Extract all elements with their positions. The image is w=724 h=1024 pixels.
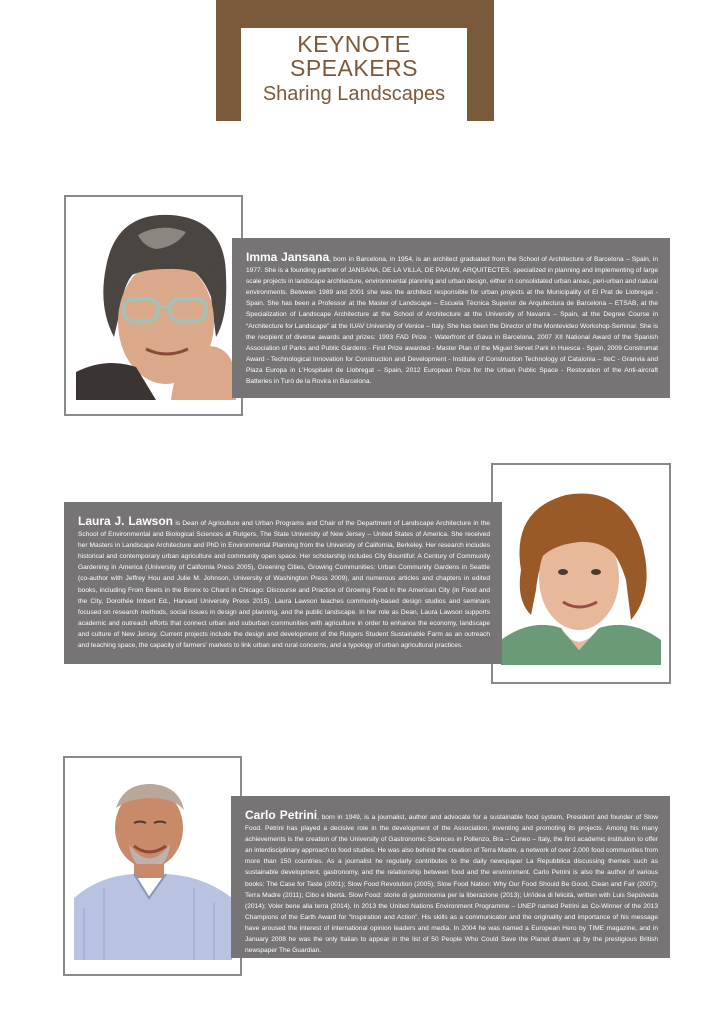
speaker-1-text: , born in Barcelona, in 1954, is an architect graduated from the School of Architecture of Barcelona – Spain, in 1977. She is a founding partner of JANSANA, DE LA VILLA, DE PAAUW, ARQUITECTES, specialized in planning and implementing of large scale projects in landscape architecture, environmental planning and urban design, either in consolidated urban areas, peri-urban and natural environments. Between 1989 and 2001 she was the architect responsible for urban projects at the Municipality of El Prat de Llobregat - Spain. She has been a Professor at the Master of Landscape – Escuela Tècnica Superior de Arquitectura de Barcelona – ETSAB, at the Specialization of Landscape Architecture at the School of Architecture at the University of Navarra – Spain, at the Degree Course in “Architecture for Landscape” at the IUAV University of Venice – Italy. She has been the Director of the Montevideo Workshop-Seminar. She is the recipient of diverse awards and prizes: 1993 FAD Prize - Waterfront of Gava in Barcelona, 2007 XII National Award of the Spanish Association of Parks and Public Gardens - First Prize awarded - Master Plan of the Miguel Servet Park in Huesca - Spain, 2009 Construmat Award - Technological Innovation for Construction and Development - Institute of Construction Technology of Catalonia – IteC - Granvia and Plaza Europa in L'Hospitalet de Llobregat – Spain, 2012 European Prize for the Urban Public Space - Restoration of the Anti-aircraft Batteries in Turó de la Rovira in Barcelona. — [246, 256, 659, 386]
speaker-2-text: is Dean of Agriculture and Urban Programs and Chair of the Department of Landscape Architecture in the School of Environmental and Biological Sciences at Rutgers, The State University of New Jersey – United States of America. She received her Masters in Landscape Architecture and PhD in Environmental Planning from the University of California, Berkeley. Her research includes historical and contemporary urban agriculture and community open space. Her scholarship includes City Bountiful: A Century of Community Gardening in America (University of California Press 2005), Greening Cities, Growing Communities: Urban Community Gardens in Seattle (co-author with Jeffrey Hou and Julie M. Johnson, University of Washington Press 2009), and numerous articles and chapters in edited books, including From Beets in the Bronx to Chard in Chicago: Discourse and Practice of Growing Food in the American City (in Food and the City, Dorothée Imbert Ed., Harvard University Press 2015). Laura Lawson teaches community-based design studios and seminars focused on research methods, social issues in design and planning, and the public landscape. In her role as Dean, Laura Lawson supports academic and outreach efforts that connect urban and suburban communities with agriculture in order to enhance the economy, landscape and culture of New Jersey. Current projects include the design and development of the Rutgers Student Sustainable Farm as an outreach and teaching space, the capacity of farmers' markets to link urban and rural concerns, and a typology of urban agricultural practices. — [78, 520, 490, 650]
title-keynote: KEYNOTE — [297, 31, 411, 57]
page-title — [241, 28, 467, 121]
speaker-3-text: , born in 1949, is a journalist, author and advocate for a sustainable food system, President and founder of Slow Food. Petrini has played a decisive role in the development of the Association, inventing and promoting its projects. Among his many achievements is the creation of the University of Gastronomic Sciences in Pollenzo, Bra – Cuneo – Italy, the first academic institution to offer an interdisciplinary approach to food studies. He was also behind the creation of Terra Madre, a network of over 2,000 food communities from more than 150 countries. As a journalist he regularly contributes to the daily newspaper La Repubblica discussing themes such as sustainable development, gastronomy, and the relationship between food and the environment. Carlo Petrini is also the author of various books: The Case for Taste (2001); Slow Food Revolution (2005); Slow Food Nation: Why Our Food Should Be Good, Clean and Fair (2007); Terra Madre (2011); Cibo e libertà. Slow Food: storie di gastronomia per la liberazione (2013); Un'idea di felicità, written with Luis Sepúlveda (2014); Voler bene alla terra (2014). In 2013 the United Nations Environment Programme – UNEP named Petrini as Co-Winner of the 2013 Champions of the Earth Award for “Inspiration and Action”. His skills as a communicator and the originality and importance of his message have aroused the interest of international opinion leaders and media. In 2004 he was named a European Hero by TIME magazine, and in January 2008 he was the only Italian to appear in the list of 50 People Who Could Save the Planet drawn up by the prestigious British newspaper The Guardian. — [245, 814, 658, 955]
title-speakers: SPEAKERS — [290, 55, 418, 81]
subtitle: Sharing Landscapes — [262, 83, 446, 105]
speaker-1-name: Imma Jansana — [246, 250, 330, 264]
speaker-1-bio — [232, 238, 670, 398]
speaker-3-bio — [231, 796, 670, 958]
speaker-2-photo — [501, 490, 661, 665]
speaker-1-photo — [76, 207, 236, 400]
speaker-3-name: Carlo Petrini — [245, 808, 318, 822]
speaker-2-bio — [64, 502, 502, 664]
speaker-2-name: Laura J. Lawson — [78, 514, 174, 528]
speaker-3-photo — [74, 778, 232, 960]
